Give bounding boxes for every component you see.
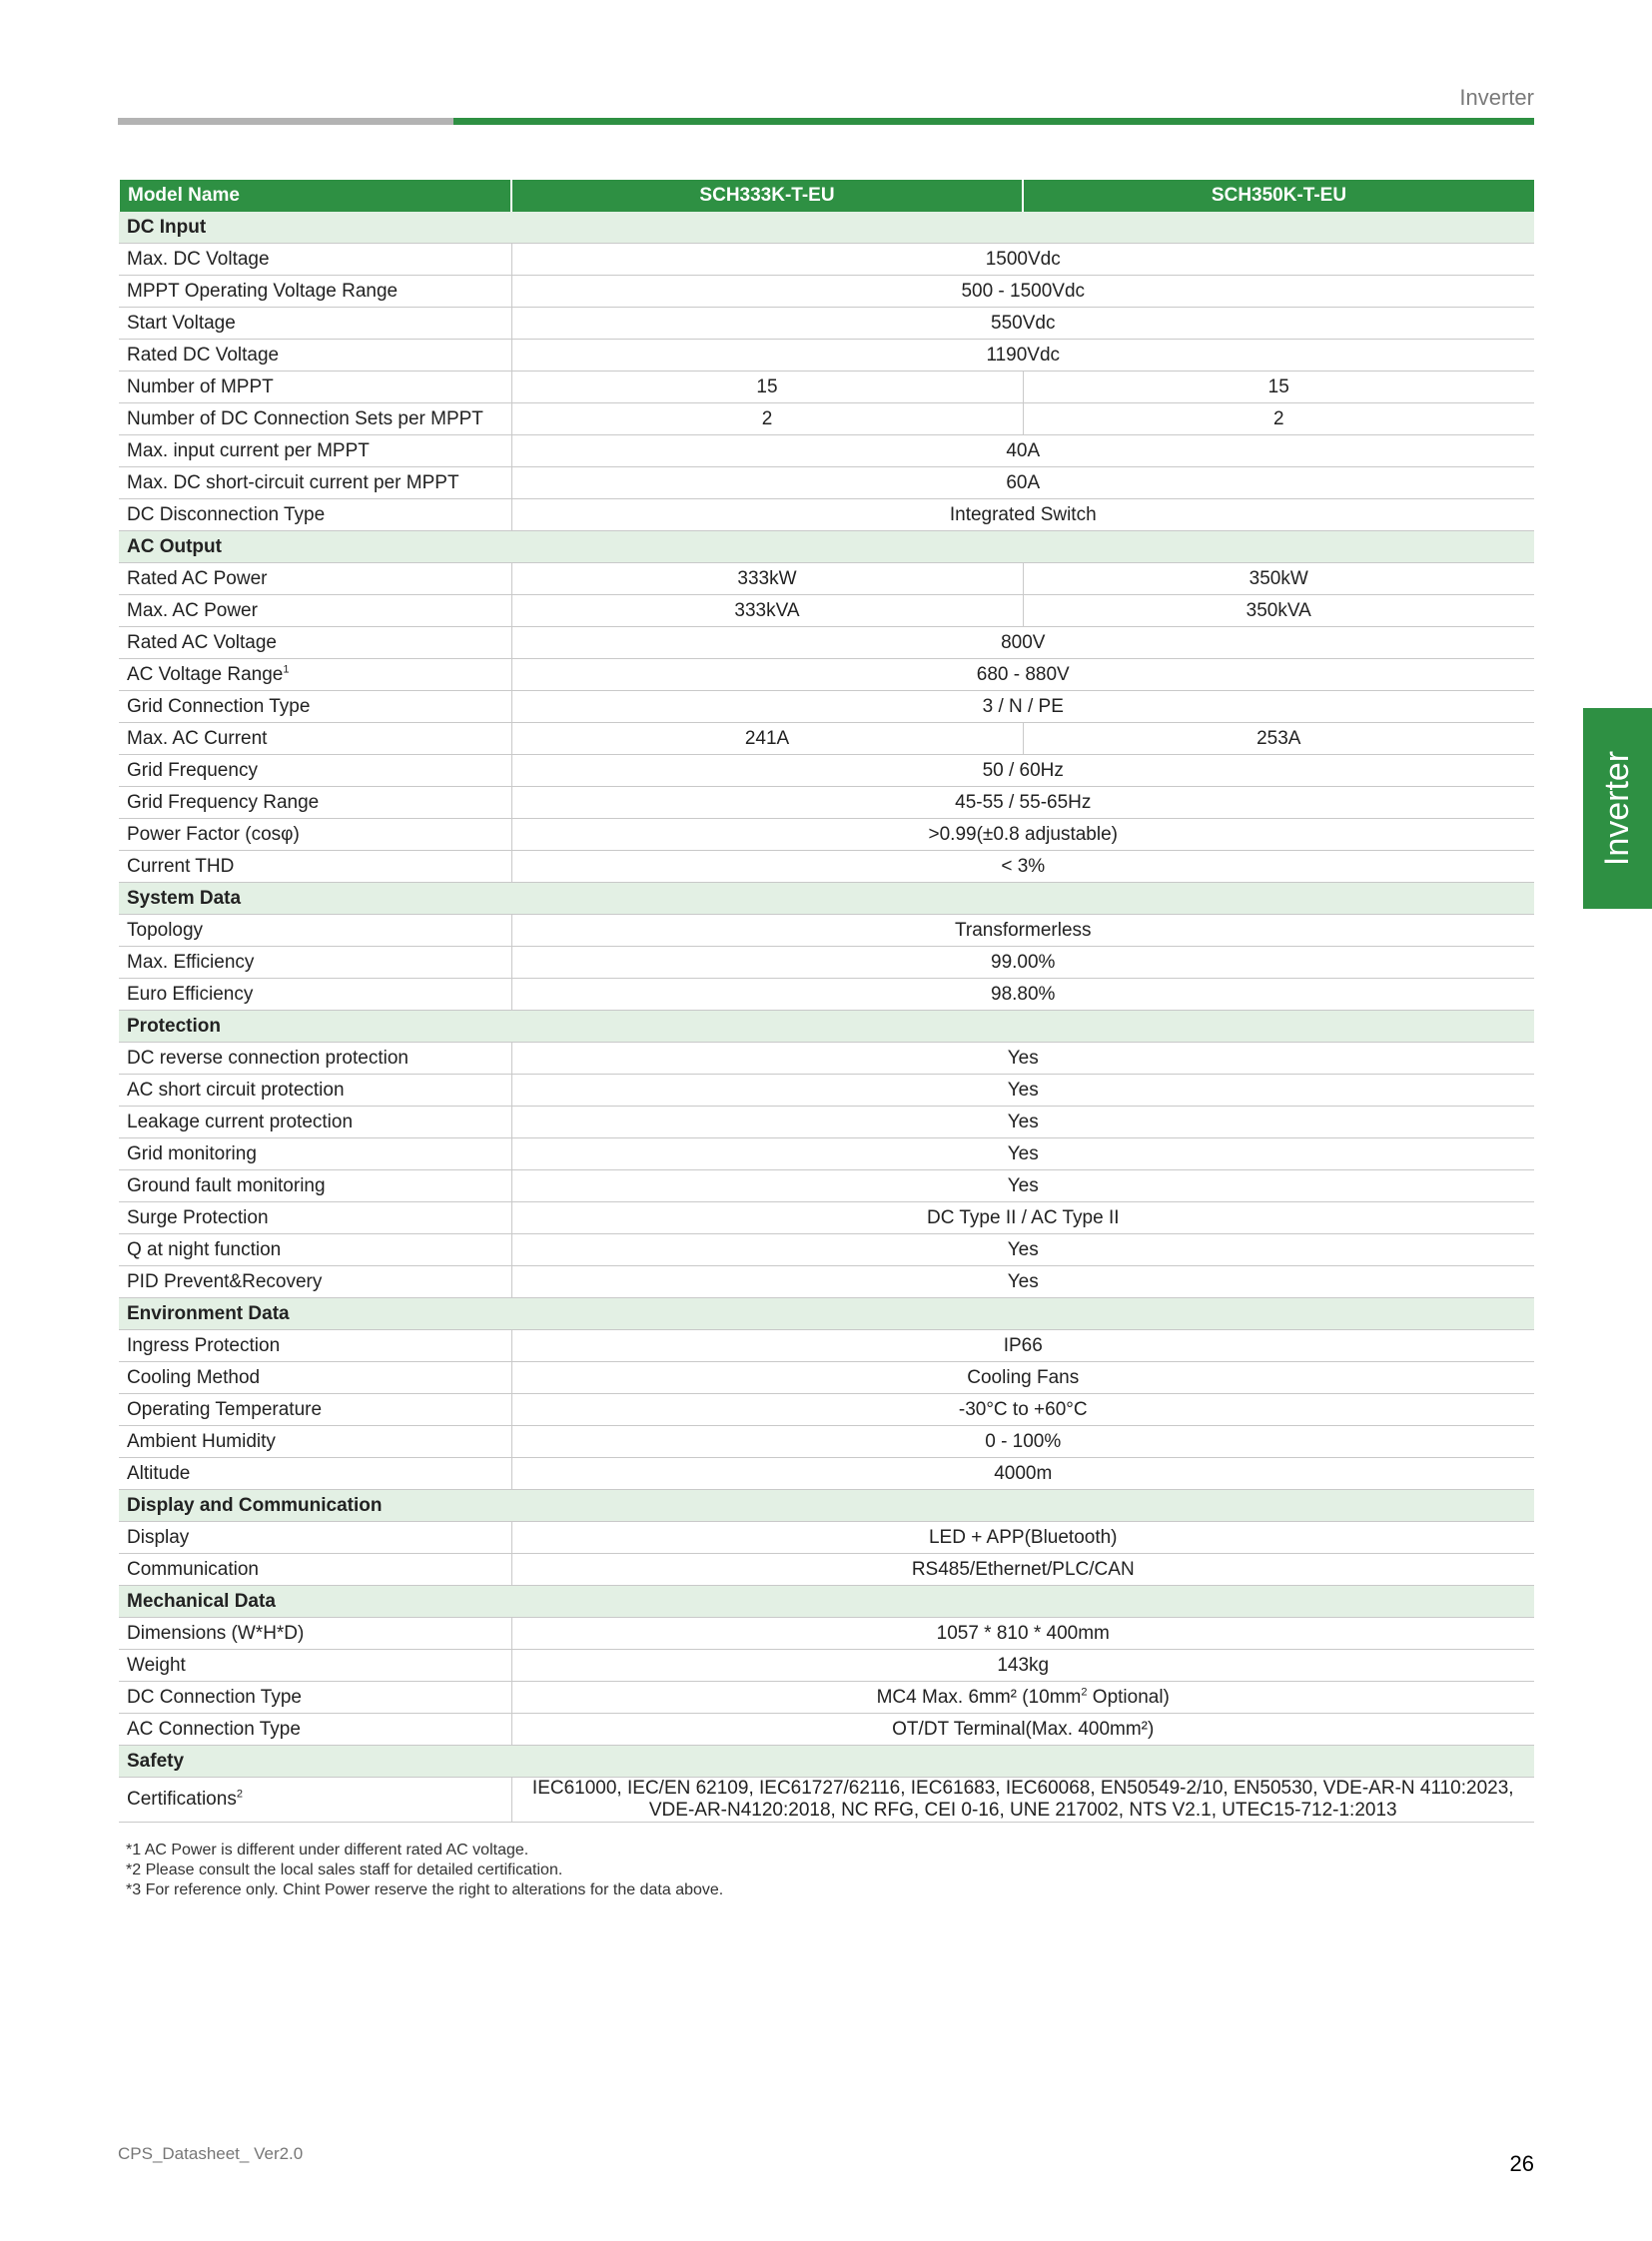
header-rule-grey	[118, 118, 453, 125]
row-value	[511, 1330, 1534, 1362]
row-label	[119, 659, 511, 691]
section-row	[119, 531, 1534, 563]
row-label-text: DC Connection Type	[127, 1686, 302, 1708]
row-label-text: Max. AC Power	[127, 599, 258, 621]
row-value	[511, 1778, 1534, 1823]
header-cell: SCH333K-T-EU	[511, 180, 1023, 212]
row-label	[119, 1170, 511, 1202]
row-label-text: Certifications	[127, 1789, 237, 1811]
row-label	[119, 1394, 511, 1426]
section-row	[119, 1746, 1534, 1778]
row-label	[119, 1426, 511, 1458]
table-row	[119, 1202, 1534, 1234]
row-value: 333kW	[511, 563, 1023, 595]
row-label	[119, 1778, 511, 1823]
row-label-text: Surge Protection	[127, 1206, 269, 1228]
table-row	[119, 1554, 1534, 1586]
row-value-text: 1057 * 810 * 400mm	[936, 1622, 1110, 1644]
table-row	[119, 723, 1534, 755]
row-label	[119, 1107, 511, 1138]
row-value-text: >0.99(±0.8 adjustable)	[928, 823, 1118, 845]
row-label-text: Max. input current per MPPT	[127, 439, 370, 461]
row-label-text: Current THD	[127, 855, 235, 877]
row-label	[119, 435, 511, 467]
table-row	[119, 691, 1534, 723]
table-row	[119, 467, 1534, 499]
row-label	[119, 819, 511, 851]
row-value	[511, 1522, 1534, 1554]
row-label	[119, 595, 511, 627]
table-row	[119, 979, 1534, 1011]
section-label: Environment Data	[119, 1298, 1534, 1330]
row-value	[511, 659, 1534, 691]
section-label: Display and Communication	[119, 1490, 1534, 1522]
row-label-text: Number of MPPT	[127, 375, 274, 397]
section-label: Mechanical Data	[119, 1586, 1534, 1618]
row-label-text: Grid Frequency	[127, 759, 258, 781]
table-row	[119, 1778, 1534, 1823]
row-label	[119, 1075, 511, 1107]
row-value-text: 550Vdc	[991, 312, 1056, 334]
row-value	[511, 1394, 1534, 1426]
table-row	[119, 595, 1534, 627]
row-label-text: AC short circuit protection	[127, 1079, 345, 1101]
row-value	[511, 1554, 1534, 1586]
footnote-marker: 1	[283, 663, 290, 676]
table-row	[119, 1458, 1534, 1490]
row-value-text: OT/DT Terminal(Max. 400mm²)	[892, 1718, 1155, 1740]
row-label	[119, 723, 511, 755]
row-label-text: Max. DC Voltage	[127, 248, 270, 270]
row-label	[119, 1266, 511, 1298]
row-value-text: Yes	[1007, 1238, 1039, 1260]
row-label-text: Power Factor (cosφ)	[127, 823, 300, 845]
row-label-text: AC Connection Type	[127, 1718, 301, 1740]
row-value-text: 98.80%	[991, 983, 1056, 1005]
table-row	[119, 787, 1534, 819]
row-label	[119, 1618, 511, 1650]
section-label: AC Output	[119, 531, 1534, 563]
footnotes	[126, 1841, 723, 1900]
row-value: 333kVA	[511, 595, 1023, 627]
row-value	[511, 1618, 1534, 1650]
table-row	[119, 563, 1534, 595]
row-label-text: Rated AC Voltage	[127, 631, 277, 653]
row-label	[119, 1330, 511, 1362]
row-label	[119, 1043, 511, 1075]
row-value-text: 1190Vdc	[986, 344, 1061, 366]
row-value-text: Transformerless	[954, 919, 1092, 941]
header-cell: Model Name	[119, 180, 511, 212]
row-value-text: 0 - 100%	[985, 1430, 1062, 1452]
row-label	[119, 1138, 511, 1170]
row-label	[119, 1202, 511, 1234]
row-label-text: Display	[127, 1526, 190, 1548]
table-row	[119, 244, 1534, 276]
row-value	[511, 340, 1534, 372]
table-row	[119, 1618, 1534, 1650]
row-label-text: MPPT Operating Voltage Range	[127, 280, 399, 302]
row-label	[119, 1650, 511, 1682]
row-value	[511, 819, 1534, 851]
side-tab	[1583, 708, 1652, 909]
row-label-text: Rated DC Voltage	[127, 344, 280, 366]
row-label-text: Ingress Protection	[127, 1334, 281, 1356]
row-value	[511, 1043, 1534, 1075]
row-label	[119, 467, 511, 499]
footer-doc-label: CPS_Datasheet_ Ver2.0	[118, 2144, 304, 2163]
spec-table	[118, 180, 1534, 1823]
row-label-text: DC Disconnection Type	[127, 503, 326, 525]
row-value	[511, 1202, 1534, 1234]
section-label: Protection	[119, 1011, 1534, 1043]
value-superscript: 2	[1081, 1686, 1088, 1699]
side-tab-label: Inverter	[1598, 750, 1637, 867]
row-value-text: 99.00%	[991, 951, 1056, 973]
row-value	[511, 1266, 1534, 1298]
row-value-text: 50 / 60Hz	[982, 759, 1064, 781]
row-label-text: PID Prevent&Recovery	[127, 1270, 323, 1292]
row-value: 15	[511, 372, 1023, 403]
row-value-text: 143kg	[997, 1654, 1050, 1676]
table-row	[119, 1362, 1534, 1394]
table-row	[119, 1138, 1534, 1170]
table-row	[119, 1107, 1534, 1138]
section-row	[119, 1586, 1534, 1618]
row-label	[119, 979, 511, 1011]
row-value-text: 500 - 1500Vdc	[961, 280, 1086, 302]
row-value: 350kVA	[1023, 595, 1534, 627]
row-label	[119, 340, 511, 372]
table-row	[119, 1682, 1534, 1714]
row-value-text: MC4 Max. 6mm² (10mm	[876, 1686, 1082, 1708]
row-value: 253A	[1023, 723, 1534, 755]
row-label-text: Euro Efficiency	[127, 983, 254, 1005]
row-value	[511, 627, 1534, 659]
row-value: 241A	[511, 723, 1023, 755]
row-value-text: 40A	[1006, 439, 1041, 461]
row-label	[119, 1714, 511, 1746]
row-value	[511, 1138, 1534, 1170]
row-label	[119, 755, 511, 787]
table-row	[119, 372, 1534, 403]
row-value	[511, 1650, 1534, 1682]
section-row	[119, 212, 1534, 244]
table-row	[119, 435, 1534, 467]
row-value-text: Yes	[1007, 1079, 1039, 1101]
row-value-text: Yes	[1007, 1111, 1039, 1132]
table-row	[119, 659, 1534, 691]
row-label-text: Leakage current protection	[127, 1111, 354, 1132]
row-value-text: Integrated Switch	[949, 503, 1097, 525]
row-value-text: 800V	[1001, 631, 1046, 653]
section-label: Safety	[119, 1746, 1534, 1778]
row-value-text: 680 - 880V	[976, 663, 1070, 685]
row-value	[511, 787, 1534, 819]
table-row	[119, 340, 1534, 372]
row-value	[511, 1714, 1534, 1746]
table-row	[119, 1234, 1534, 1266]
row-label	[119, 276, 511, 308]
row-value-text: IP66	[1003, 1334, 1043, 1356]
table-row	[119, 1075, 1534, 1107]
table-row	[119, 947, 1534, 979]
row-label-text: Start Voltage	[127, 312, 236, 334]
row-value	[511, 499, 1534, 531]
row-value	[511, 467, 1534, 499]
table-row	[119, 627, 1534, 659]
row-value	[511, 915, 1534, 947]
row-label-text: AC Voltage Range	[127, 663, 284, 685]
row-label	[119, 403, 511, 435]
table-header-row	[119, 180, 1534, 212]
row-value-text: Yes	[1007, 1174, 1039, 1196]
row-value	[511, 435, 1534, 467]
row-value-text: -30°C to +60°C	[958, 1398, 1088, 1420]
table-row	[119, 1330, 1534, 1362]
row-value-text: Yes	[1007, 1047, 1039, 1069]
section-label: DC Input	[119, 212, 1534, 244]
footnote: *2 Please consult the local sales staff for detailed certification.	[126, 1862, 563, 1878]
table-row	[119, 755, 1534, 787]
row-value-text: RS485/Ethernet/PLC/CAN	[911, 1558, 1135, 1580]
row-value-text: Yes	[1007, 1142, 1039, 1164]
table-row	[119, 403, 1534, 435]
row-label-text: Max. Efficiency	[127, 951, 255, 973]
header-cell: SCH350K-T-EU	[1023, 180, 1534, 212]
row-label-text: Grid monitoring	[127, 1142, 257, 1164]
table-row	[119, 308, 1534, 340]
row-value	[511, 1682, 1534, 1714]
row-value	[511, 851, 1534, 883]
row-label-text: Max. DC short-circuit current per MPPT	[127, 471, 459, 493]
table-row	[119, 1170, 1534, 1202]
row-value: 15	[1023, 372, 1534, 403]
row-value: 2	[1023, 403, 1534, 435]
table-row	[119, 499, 1534, 531]
row-label-text: Altitude	[127, 1462, 191, 1484]
row-label	[119, 947, 511, 979]
row-label	[119, 1682, 511, 1714]
row-value	[511, 1426, 1534, 1458]
row-label	[119, 1234, 511, 1266]
row-label-text: Weight	[127, 1654, 186, 1676]
row-value	[511, 947, 1534, 979]
row-value: 350kW	[1023, 563, 1534, 595]
table-body	[119, 212, 1534, 1823]
row-label-text: Grid Frequency Range	[127, 791, 320, 813]
row-value	[511, 308, 1534, 340]
row-value	[511, 1107, 1534, 1138]
section-row	[119, 1298, 1534, 1330]
row-value-text: 1500Vdc	[985, 248, 1061, 270]
row-label	[119, 627, 511, 659]
header-rule-green	[453, 118, 1534, 125]
row-label-text: Number of DC Connection Sets per MPPT	[127, 407, 483, 429]
row-label-text: Topology	[127, 919, 204, 941]
page-number: 26	[1509, 2151, 1534, 2176]
row-label-text: Grid Connection Type	[127, 695, 311, 717]
table-row	[119, 1426, 1534, 1458]
row-label	[119, 1522, 511, 1554]
row-value-text: LED + APP(Bluetooth)	[928, 1526, 1118, 1548]
table-row	[119, 1650, 1534, 1682]
row-label	[119, 1362, 511, 1394]
row-label-text: Rated AC Power	[127, 567, 268, 589]
row-value-text: 4000m	[994, 1462, 1053, 1484]
row-label-text: Communication	[127, 1558, 259, 1580]
row-value	[511, 244, 1534, 276]
table-row	[119, 915, 1534, 947]
row-value	[511, 755, 1534, 787]
row-value	[511, 979, 1534, 1011]
row-value	[511, 1362, 1534, 1394]
footnote-marker: 2	[236, 1788, 243, 1801]
row-value-text: 3 / N / PE	[982, 695, 1064, 717]
row-label	[119, 563, 511, 595]
row-label-text: Operating Temperature	[127, 1398, 323, 1420]
row-label	[119, 787, 511, 819]
row-value: 2	[511, 403, 1023, 435]
table-row	[119, 1043, 1534, 1075]
row-label-text: Ground fault monitoring	[127, 1174, 326, 1196]
table-row	[119, 1394, 1534, 1426]
row-label	[119, 372, 511, 403]
section-row	[119, 883, 1534, 915]
table-row	[119, 1522, 1534, 1554]
row-value-text: Yes	[1007, 1270, 1039, 1292]
footnote: *3 For reference only. Chint Power reserve the right to alterations for the data above.	[126, 1881, 724, 1898]
table-row	[119, 819, 1534, 851]
row-value-text: 60A	[1006, 471, 1041, 493]
row-label-text: Q at night function	[127, 1238, 282, 1260]
row-label	[119, 1458, 511, 1490]
row-value	[511, 1075, 1534, 1107]
row-value-text: DC Type II / AC Type II	[926, 1206, 1120, 1228]
row-value	[511, 1170, 1534, 1202]
row-value-text: Optional)	[1087, 1686, 1170, 1708]
row-value-text: < 3%	[1001, 855, 1046, 877]
section-label: System Data	[119, 883, 1534, 915]
section-row	[119, 1490, 1534, 1522]
footnote: *1 AC Power is different under different rated AC voltage.	[126, 1842, 529, 1859]
row-label-text: Ambient Humidity	[127, 1430, 276, 1452]
row-label-text: Dimensions (W*H*D)	[127, 1622, 305, 1644]
section-row	[119, 1011, 1534, 1043]
row-value-text: IEC61000, IEC/EN 62109, IEC61727/62116, IEC61683, IEC60068, EN50549-2/10, EN50530, VDE-AR-N 4110:2023, VDE-AR-N4120:2018, NC RFG, CEI 0-16, UNE 217002, NTS V2.1, UTEC15-712-1:2013	[531, 1778, 1514, 1821]
row-label	[119, 915, 511, 947]
row-label	[119, 691, 511, 723]
table-row	[119, 851, 1534, 883]
table-row	[119, 1714, 1534, 1746]
row-value	[511, 691, 1534, 723]
table-row	[119, 1266, 1534, 1298]
row-label	[119, 308, 511, 340]
table-row	[119, 276, 1534, 308]
row-value-text: 45-55 / 55-65Hz	[955, 791, 1092, 813]
page-header-title: Inverter	[1459, 85, 1534, 110]
row-label-text: Max. AC Current	[127, 727, 268, 749]
row-label	[119, 1554, 511, 1586]
row-label-text: Cooling Method	[127, 1366, 261, 1388]
row-label-text: DC reverse connection protection	[127, 1047, 409, 1069]
row-value	[511, 276, 1534, 308]
row-value	[511, 1234, 1534, 1266]
row-label	[119, 851, 511, 883]
row-label	[119, 244, 511, 276]
row-label	[119, 499, 511, 531]
row-value	[511, 1458, 1534, 1490]
row-value-text: Cooling Fans	[967, 1366, 1080, 1388]
